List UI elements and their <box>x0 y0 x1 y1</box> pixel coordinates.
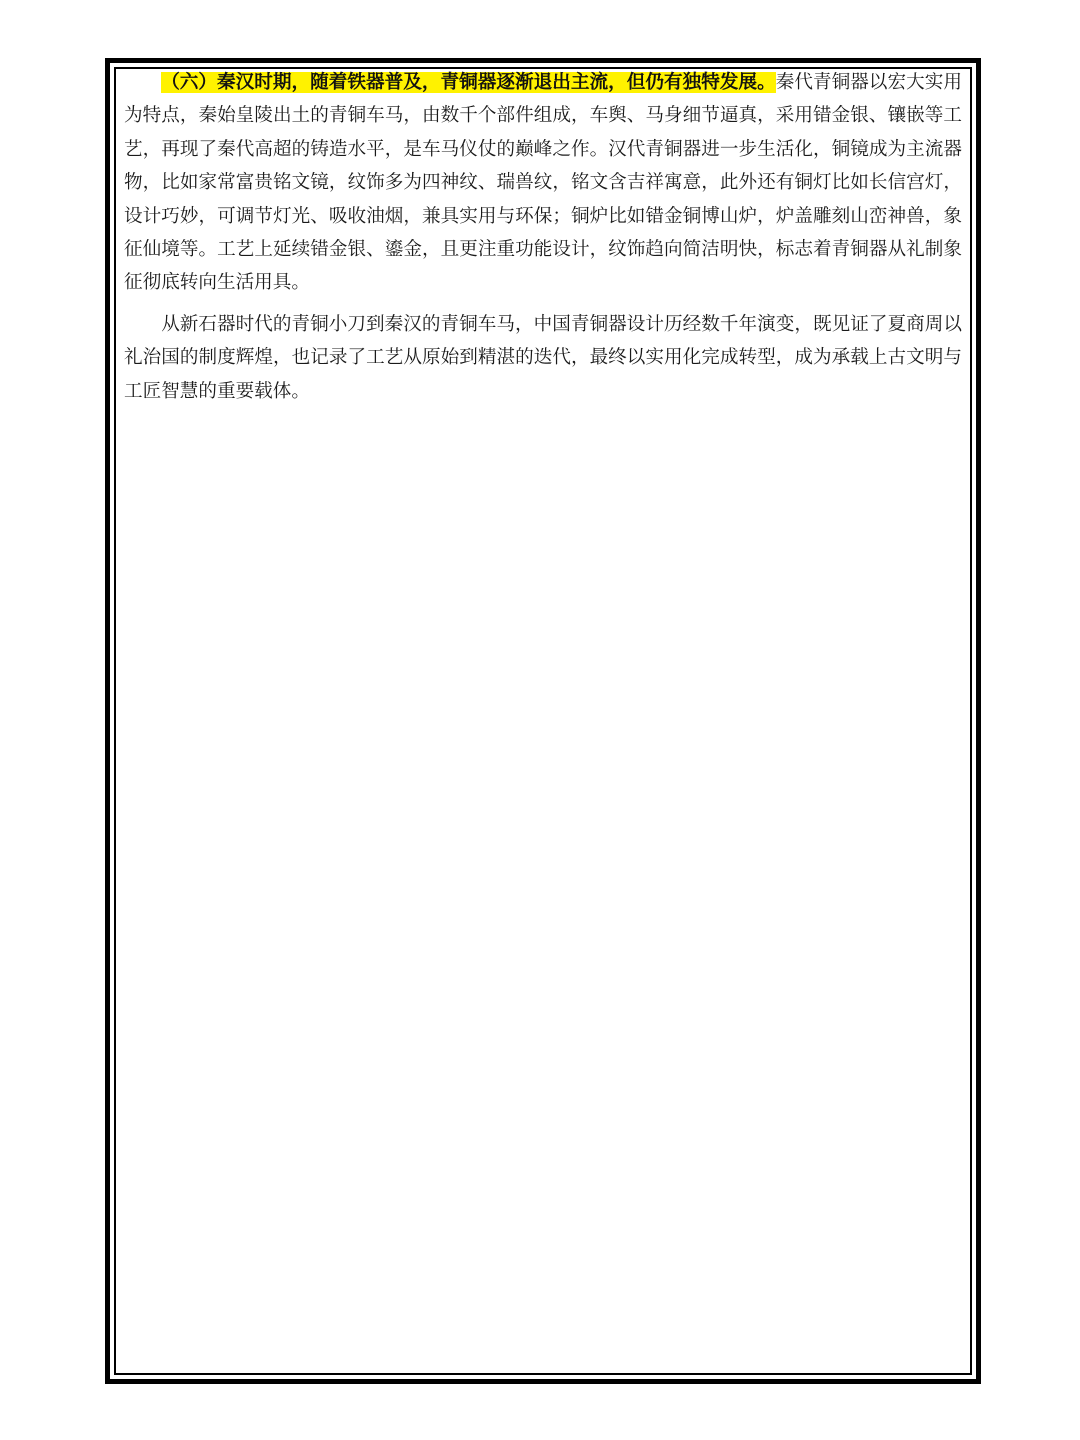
paragraph-qin-han <box>124 66 962 300</box>
paragraph-conclusion <box>124 308 962 408</box>
highlighted-heading: （六）秦汉时期，随着铁器普及，青铜器逐渐退出主流，但仍有独特发展。 <box>161 72 776 93</box>
paragraph-text: 秦代青铜器以宏大实用为特点，秦始皇陵出土的青铜车马，由数千个部件组成，车舆、马身细节逼真，采用错金银、镶嵌等工艺，再现了秦代高超的铸造水平，是车马仪仗的巅峰之作。汉代青铜器进一步生活化，铜镜成为主流器物，比如家常富贵铭文镜，纹饰多为四神纹、瑞兽纹，铭文含吉祥寓意，此外还有铜灯比如长信宫灯，设计巧妙，可调节灯光、吸收油烟，兼具实用与环保；铜炉比如错金铜博山炉，炉盖雕刻山峦神兽，象征仙境等。工艺上延续错金银、鎏金，且更注重功能设计，纹饰趋向简洁明快，标志着青铜器从礼制象征彻底转向生活用具。 <box>124 72 962 294</box>
document-body <box>124 66 962 408</box>
paragraph-text: 从新石器时代的青铜小刀到秦汉的青铜车马，中国青铜器设计历经数千年演变，既见证了夏商周以礼治国的制度辉煌，也记录了工艺从原始到精湛的迭代，最终以实用化完成转型，成为承载上古文明与工匠智慧的重要载体。 <box>124 313 962 402</box>
